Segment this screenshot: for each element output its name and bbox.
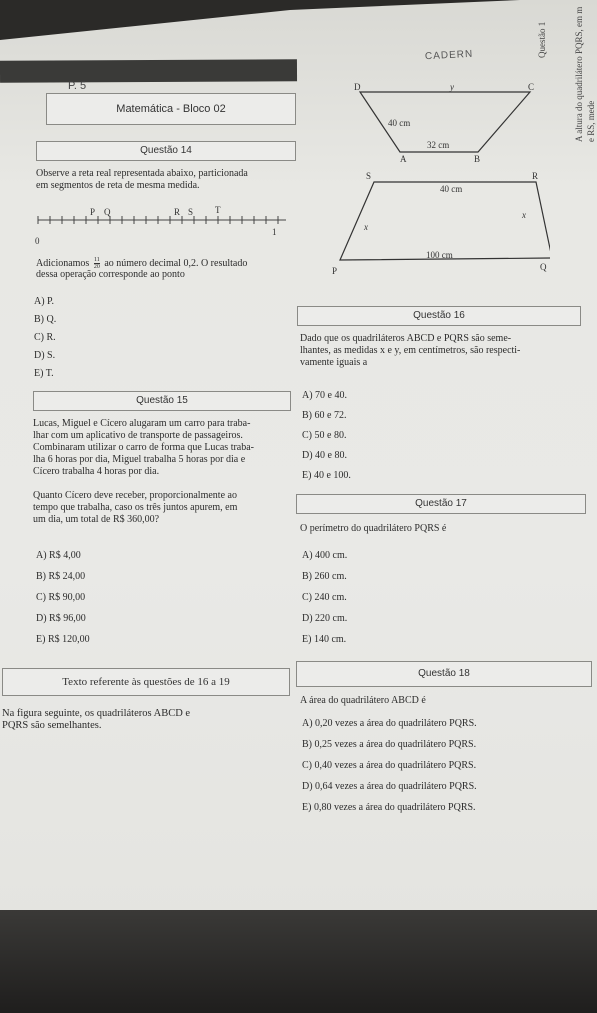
q14-option-c[interactable]: C) R. [34,332,56,343]
q15-line6: Quanto Cícero deve receber, proporcionalmente ao [33,490,237,501]
quadrilaterals-figure [300,80,550,295]
desk-background [0,910,597,1013]
q15-line2: lhar com um aplicativo de transporte de passageiros. [33,430,243,441]
q16-line3: vamente iguais a [300,357,368,368]
q15-line4: lha 6 horas por dia, Miguel trabalha 5 horas por dia e [33,454,246,465]
q17-option-a[interactable]: A) 400 cm. [302,550,348,561]
q17-option-c[interactable]: C) 240 cm. [302,592,347,603]
fraction-denominator: 20 [93,264,100,270]
q17-option-e[interactable]: E) 140 cm. [302,634,347,645]
q17-line1: O perímetro do quadrilátero PQRS é [300,523,447,534]
q16-option-e[interactable]: E) 40 e 100. [302,470,351,481]
vertex-s: S [366,171,372,181]
q18-line1: A área do quadrilátero ABCD é [300,695,426,706]
texto-referente-title: Texto referente às questões de 16 a 19 [2,668,290,696]
label-ab: 32 cm [427,140,450,150]
q14-option-e[interactable]: E) T. [34,368,54,379]
side-text-1: A altura do quadrilátero PQRS, em m [574,6,584,142]
label-x-right: x [522,210,526,220]
q15-option-b[interactable]: B) R$ 24,00 [36,571,86,582]
q15-option-c[interactable]: C) R$ 90,00 [36,592,86,603]
q18-option-e[interactable]: E) 0,80 vezes a área do quadrilátero PQRS. [302,802,476,813]
q15-line7: tempo que trabalha, caso os três juntos apurem, em [33,502,238,513]
q17-option-b[interactable]: B) 260 cm. [302,571,347,582]
q15-option-a[interactable]: A) R$ 4,00 [36,550,81,561]
q16-option-d[interactable]: D) 40 e 80. [302,450,347,461]
label-sr: 40 cm [440,184,463,194]
q15-line8: um dia, um total de R$ 360,00? [33,514,160,525]
q18-option-d[interactable]: D) 0,64 vezes a área do quadrilátero PQRS. [302,781,477,792]
q16-line2: lhantes, as medidas x e y, em centímetros, são respecti- [300,345,521,356]
side-question-label: Questão 1 [537,21,547,58]
vertex-p: P [332,266,338,276]
q17-title: Questão 17 [296,494,586,514]
q18-option-a[interactable]: A) 0,20 vezes a área do quadrilátero PQRS. [302,718,477,729]
q14-line4: dessa operação corresponde ao ponto [36,269,185,280]
texto-ref-line1: Na figura seguinte, os quadriláteros ABCD e [2,708,191,719]
q14-option-d[interactable]: D) S. [34,350,56,361]
q18-option-c[interactable]: C) 0,40 vezes a área do quadrilátero PQRS. [302,760,477,771]
label-y: y [450,82,454,92]
label-x-left: x [364,222,368,232]
point-label-s: S [188,207,194,217]
vertex-c: C [528,82,535,92]
block-title: Matemática - Bloco 02 [46,93,296,125]
q14-option-a[interactable]: A) P. [34,296,55,307]
q18-option-b[interactable]: B) 0,25 vezes a área do quadrilátero PQRS. [302,739,477,750]
q16-title: Questão 16 [297,306,581,326]
caderno-label: CADERN [424,48,474,63]
q14-option-b[interactable]: B) Q. [34,314,57,325]
label-pq: 100 cm [426,250,453,260]
q16-option-b[interactable]: B) 60 e 72. [302,410,347,421]
q18-title: Questão 18 [296,661,592,687]
q15-line1: Lucas, Miguel e Cícero alugaram um carro para traba- [33,418,251,429]
label-ad: 40 cm [388,118,411,128]
q17-option-d[interactable]: D) 220 cm. [302,613,348,624]
point-label-p: P [90,207,96,217]
header-strip [0,59,297,83]
point-label-r: R [174,207,181,217]
q15-option-e[interactable]: E) R$ 120,00 [36,634,90,645]
vertex-q: Q [540,262,547,272]
q14-line3: Adicionamos $\frac{11}{20}$ ao número decimal 0,2. O resultado [36,257,248,270]
vertex-b: B [474,154,481,164]
q14-line1: Observe a reta real representada abaixo, particionada [36,168,248,179]
vertex-a: A [400,154,407,164]
q14-title: Questão 14 [36,141,296,161]
q16-line1: Dado que os quadriláteros ABCD e PQRS são seme- [300,333,512,344]
texto-ref-line2: PQRS são semelhantes. [2,720,102,731]
tick-label-one: 1 [272,227,277,237]
q16-option-c[interactable]: C) 50 e 80. [302,430,347,441]
tick-label-zero: 0 [35,236,40,246]
point-label-t: T [215,205,221,215]
q14-line2: em segmentos de reta de mesma medida. [36,180,200,191]
q15-line5: Cícero trabalha 4 horas por dia. [33,466,160,477]
vertex-d: D [354,82,361,92]
q16-option-a[interactable]: A) 70 e 40. [302,390,347,401]
number-line-figure [28,200,298,250]
q15-line3: Combinaram utilizar o carro de forma que Lucas traba- [33,442,255,453]
q15-option-d[interactable]: D) R$ 96,00 [36,613,86,624]
vertex-r: R [532,171,539,181]
point-label-q: Q [104,207,111,217]
side-text-2: e RS, mede [586,100,596,142]
fraction-numerator: 11 [93,257,100,263]
page-number: P. 5 [68,80,87,92]
q15-title: Questão 15 [33,391,291,411]
